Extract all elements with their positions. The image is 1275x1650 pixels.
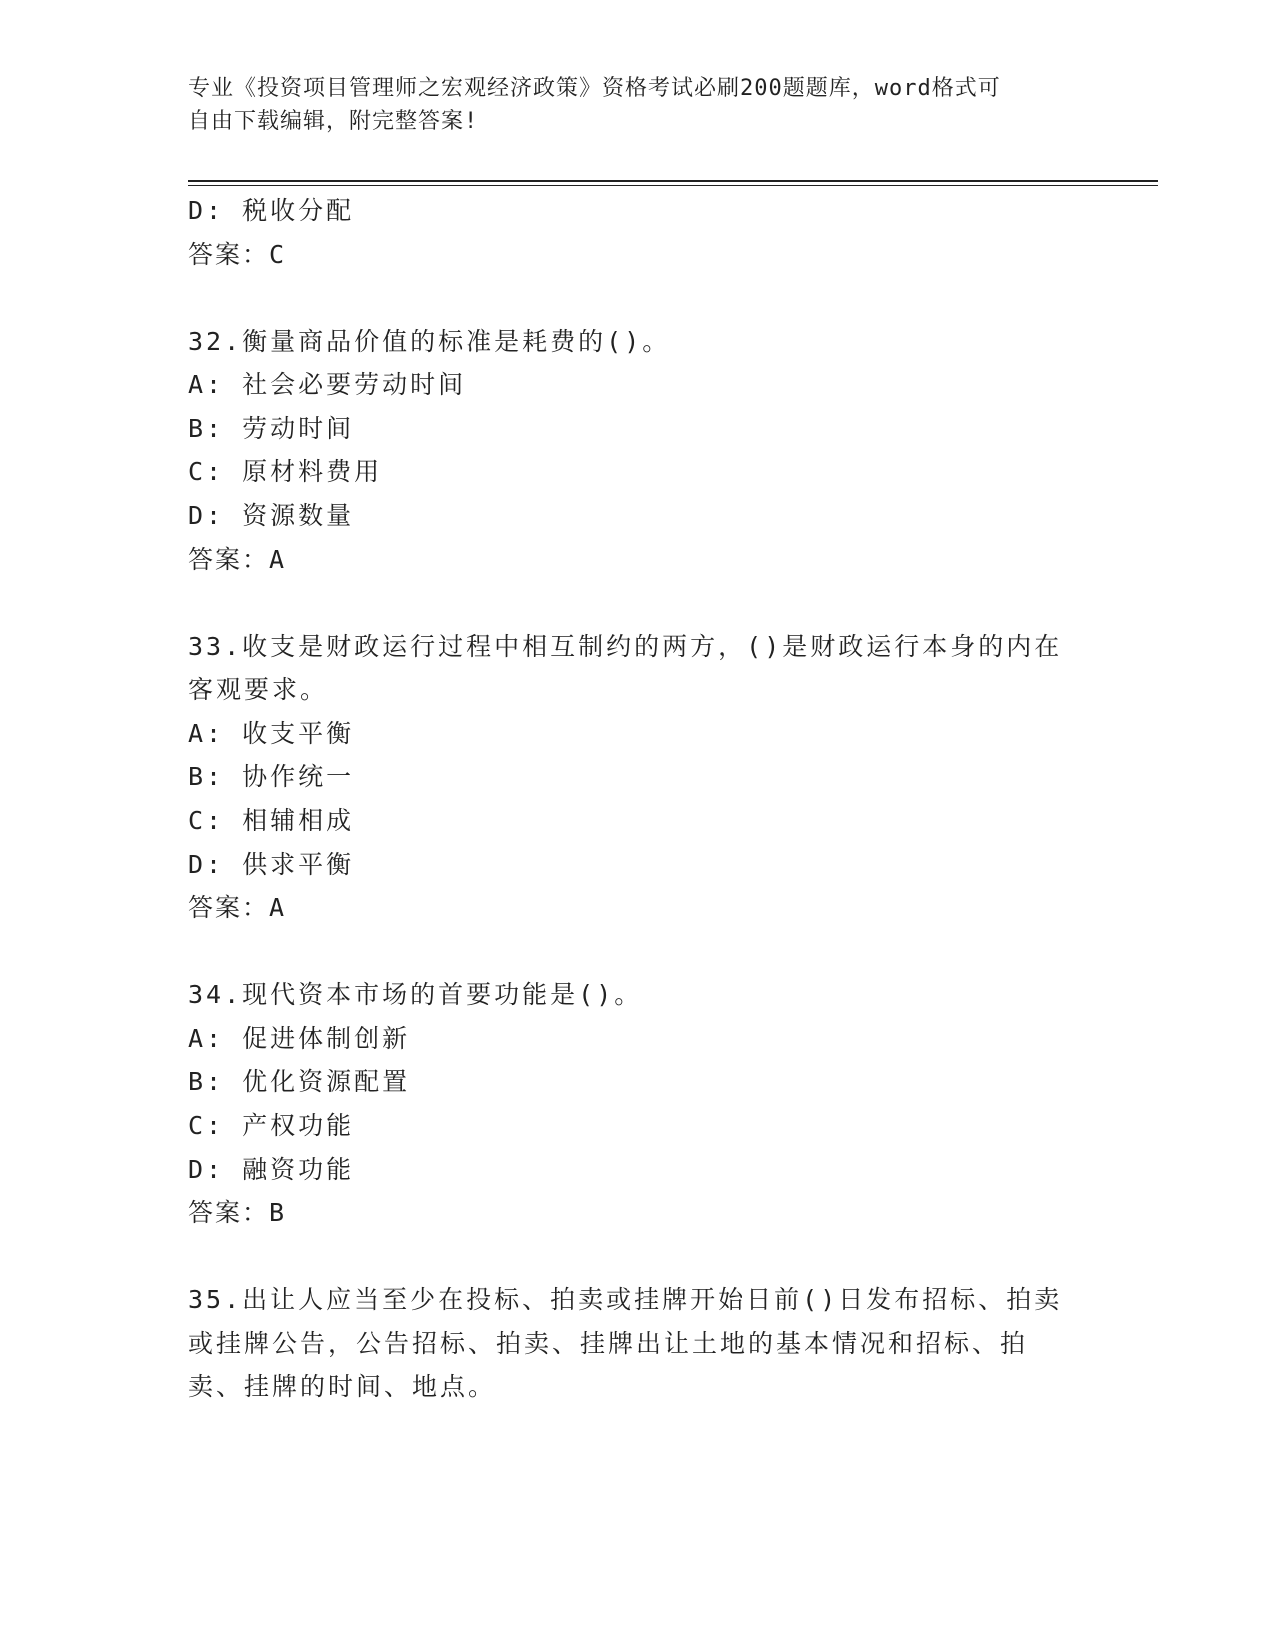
question-32-option-b: B: 劳动时间 xyxy=(188,414,355,443)
prev-option-d: D: 税收分配 xyxy=(188,196,355,225)
question-33-stem-line-1: 33.收支是财政运行过程中相互制约的两方，()是财政运行本身的内在 xyxy=(188,632,1063,661)
question-32-stem: 32.衡量商品价值的标准是耗费的()。 xyxy=(188,327,671,356)
header-line-2: 自由下载编辑，附完整答案! xyxy=(188,109,479,134)
question-33-option-a: A: 收支平衡 xyxy=(188,719,355,748)
question-33-option-c: C: 相辅相成 xyxy=(188,806,355,835)
question-34-option-a: A: 促进体制创新 xyxy=(188,1024,411,1053)
question-35-stem-line-2: 或挂牌公告，公告招标、拍卖、挂牌出让土地的基本情况和招标、拍 xyxy=(188,1329,1029,1358)
question-34-stem: 34.现代资本市场的首要功能是()。 xyxy=(188,980,643,1009)
question-35-stem-line-3: 卖、挂牌的时间、地点。 xyxy=(188,1372,497,1401)
question-33-stem-line-2: 客观要求。 xyxy=(188,675,329,704)
prev-answer: 答案：C xyxy=(188,240,287,269)
question-32-option-c: C: 原材料费用 xyxy=(188,457,383,486)
header-line-1: 专业《投资项目管理师之宏观经济政策》资格考试必刷200题题库，word格式可 xyxy=(188,76,1001,101)
question-33-option-d: D: 供求平衡 xyxy=(188,850,355,879)
question-34-answer: 答案：B xyxy=(188,1198,287,1227)
question-34-option-c: C: 产权功能 xyxy=(188,1111,355,1140)
question-32-answer: 答案：A xyxy=(188,545,287,574)
question-32-option-d: D: 资源数量 xyxy=(188,501,355,530)
question-34-option-d: D: 融资功能 xyxy=(188,1155,355,1184)
question-33-answer: 答案：A xyxy=(188,893,287,922)
header-divider-thin xyxy=(188,185,1158,186)
question-34-option-b: B: 优化资源配置 xyxy=(188,1067,411,1096)
question-32-option-a: A: 社会必要劳动时间 xyxy=(188,370,467,399)
header-divider-thick xyxy=(188,180,1158,182)
question-33-option-b: B: 协作统一 xyxy=(188,762,355,791)
question-35-stem-line-1: 35.出让人应当至少在投标、拍卖或挂牌开始日前()日发布招标、拍卖 xyxy=(188,1285,1063,1314)
document-header xyxy=(188,72,1068,138)
